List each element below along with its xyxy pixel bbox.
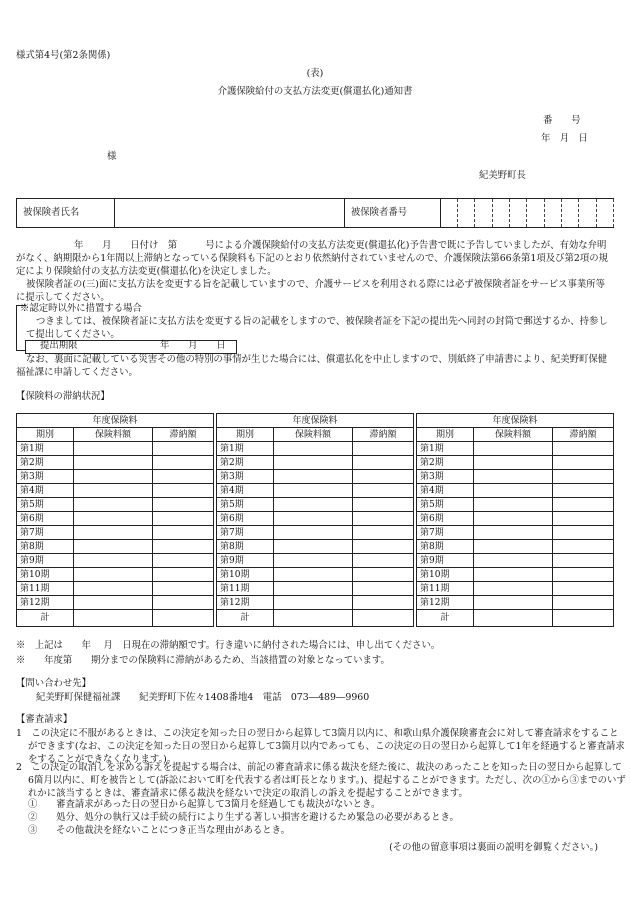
period-cell: 第3期: [417, 470, 474, 484]
period-cell: 第4期: [17, 484, 74, 498]
amount-cell[interactable]: [474, 512, 553, 526]
amount-cell[interactable]: [474, 540, 553, 554]
period-cell: 第5期: [17, 498, 74, 512]
arrears-cell[interactable]: [553, 596, 614, 610]
table-row: [17, 526, 214, 540]
deadline-label: 提出期限: [40, 340, 78, 351]
arrears-cell[interactable]: [153, 456, 214, 470]
table-row: [417, 442, 614, 456]
arrears-cell[interactable]: [153, 512, 214, 526]
arrears-col-header: 滞納額: [353, 428, 414, 442]
arrears-cell[interactable]: [553, 470, 614, 484]
appeal-sub-3: ③ その他裁決を経ないことにつき正当な理由があるとき。: [28, 825, 290, 836]
insured-name-field[interactable]: [115, 199, 345, 228]
period-cell: 第5期: [217, 498, 274, 512]
total-label: 計: [417, 610, 474, 627]
amount-cell[interactable]: [74, 498, 153, 512]
total-label: 計: [17, 610, 74, 627]
table-row: [217, 470, 414, 484]
table-row: [17, 456, 214, 470]
period-cell: 第10期: [217, 568, 274, 582]
period-cell: 第9期: [417, 554, 474, 568]
period-cell: 第10期: [17, 568, 74, 582]
amount-cell[interactable]: [74, 456, 153, 470]
issuer: 紀美野町長: [479, 170, 526, 181]
arrears-cell[interactable]: [353, 540, 414, 554]
insured-name-label: 被保険者氏名: [17, 199, 115, 228]
arrears-table-1: [16, 413, 214, 627]
arrears-cell[interactable]: [353, 470, 414, 484]
arrears-col-header: 滞納額: [553, 428, 614, 442]
period-cell: 第7期: [217, 526, 274, 540]
amount-cell[interactable]: [74, 540, 153, 554]
arrears-cell[interactable]: [553, 568, 614, 582]
amount-cell[interactable]: [474, 526, 553, 540]
arrears-cell[interactable]: [553, 526, 614, 540]
insured-number-digit[interactable]: [475, 199, 492, 228]
period-cell: 第3期: [217, 470, 274, 484]
amount-cell[interactable]: [474, 484, 553, 498]
amount-cell[interactable]: [274, 568, 353, 582]
body-paragraph-2: 被保険者証の(三)面に支払方法を変更する旨を記載していますので、介護サービスを利用される際には必ず被保険者証をサービス事業所等に提示してください。: [16, 279, 606, 303]
arrears-cell[interactable]: [353, 568, 414, 582]
arrears-cell[interactable]: [353, 582, 414, 596]
amount-cell[interactable]: [474, 498, 553, 512]
amount-cell[interactable]: [474, 442, 553, 456]
arrears-cell[interactable]: [553, 582, 614, 596]
body-paragraph-3: なお、裏面に記載している災害その他の特別の事情が生じた場合には、償還払化を中止しますので、別紙終了申請書により、紀美野町保健福祉課に申請してください。: [16, 354, 608, 378]
period-cell: 第7期: [17, 526, 74, 540]
amount-cell[interactable]: [274, 512, 353, 526]
table-row: [417, 512, 614, 526]
insured-number-digit[interactable]: [527, 199, 544, 228]
insured-number-digit[interactable]: [458, 199, 475, 228]
table-row: [217, 456, 414, 470]
amount-cell[interactable]: [474, 596, 553, 610]
arrears-cell[interactable]: [553, 484, 614, 498]
table-row: [17, 596, 214, 610]
arrears-cell[interactable]: [553, 442, 614, 456]
period-cell: 第1期: [417, 442, 474, 456]
fiscal-year-header[interactable]: 年度保険料: [217, 414, 414, 428]
arrears-cell[interactable]: [553, 512, 614, 526]
table-row: [17, 442, 214, 456]
total-arrears-cell[interactable]: [153, 610, 214, 627]
period-col-header: 期別: [17, 428, 74, 442]
arrears-cell[interactable]: [153, 526, 214, 540]
arrears-cell[interactable]: [553, 540, 614, 554]
amount-col-header: 保険料額: [474, 428, 553, 442]
contact-heading: 【問い合わせ先】: [16, 678, 92, 689]
table-row: [217, 442, 414, 456]
amount-cell[interactable]: [74, 484, 153, 498]
insured-number-digit[interactable]: [596, 199, 613, 228]
total-amount-cell[interactable]: [474, 610, 553, 627]
arrears-cell[interactable]: [153, 484, 214, 498]
table-row: [417, 498, 614, 512]
period-cell: 第3期: [17, 470, 74, 484]
amount-cell[interactable]: [74, 470, 153, 484]
amount-cell[interactable]: [274, 582, 353, 596]
form-number: 様式第4号(第2条関係): [16, 50, 111, 61]
insured-number-digit[interactable]: [579, 199, 596, 228]
arrears-cell[interactable]: [353, 526, 414, 540]
total-amount-cell[interactable]: [274, 610, 353, 627]
period-cell: 第6期: [417, 512, 474, 526]
amount-cell[interactable]: [274, 596, 353, 610]
amount-cell[interactable]: [274, 526, 353, 540]
table-row: [417, 582, 614, 596]
appeal-item-2: 2 この決定の取消しを求める訴えを提起する場合は、前記の審査請求に係る裁決を経た後に、裁決のあったことを知った日の翌日から起算して6箇月以内に、町を被告として(訴訟において町を代表する者は町長となります。)、提起することができます。ただし、次の①から③までのいずれかに該当するときは、審査請求に係る裁決を経ないで決定の取消しの訴えを提起することができます。: [16, 762, 626, 799]
table-row: [417, 470, 614, 484]
table-row: [417, 526, 614, 540]
table-row: [17, 540, 214, 554]
amount-cell[interactable]: [274, 554, 353, 568]
table-row: [217, 498, 414, 512]
appeal-sub-1: ① 審査請求があった日の翌日から起算して3箇月を経過しても裁決がないとき。: [28, 799, 381, 810]
appeal-heading: 【審査請求】: [16, 714, 73, 725]
amount-col-header: 保険料額: [274, 428, 353, 442]
amount-cell[interactable]: [74, 526, 153, 540]
arrears-cell[interactable]: [353, 484, 414, 498]
table-row: [417, 596, 614, 610]
appeal-item-1: 1 この決定に不服があるときは、この決定を知った日の翌日から起算して3箇月以内に、和歌山県介護保険審査会に対して審査請求をすることができます(なお、この決定を知った日の翌日から起算して3箇月以内であっても、この決定の日の翌日から起算して1年を経過すると審査請求をすることができなくなります。)。: [16, 728, 625, 765]
amount-cell[interactable]: [74, 596, 153, 610]
amount-cell[interactable]: [274, 498, 353, 512]
period-cell: 第10期: [417, 568, 474, 582]
period-cell: 第2期: [17, 456, 74, 470]
arrears-cell[interactable]: [153, 442, 214, 456]
appeal-sub-2: ② 処分、処分の執行又は手続の続行により生ずる著しい損害を避けるため緊急の必要があるとき。: [28, 812, 459, 823]
amount-cell[interactable]: [474, 554, 553, 568]
addressee-honorific: 様: [107, 151, 117, 162]
table-row: [17, 512, 214, 526]
amount-cell[interactable]: [74, 442, 153, 456]
insured-number-label: 被保険者番号: [344, 199, 440, 228]
table-row: [417, 484, 614, 498]
front-label: (表): [306, 68, 324, 79]
deadline-box: [25, 340, 237, 354]
insured-number-digit[interactable]: [492, 199, 509, 228]
table-row: [417, 568, 614, 582]
period-cell: 第11期: [17, 582, 74, 596]
note-2: ※ 年度第 期分までの保険料に滞納があるため、当該措置の対象となっています。: [16, 655, 390, 666]
arrears-cell[interactable]: [153, 554, 214, 568]
period-cell: 第6期: [217, 512, 274, 526]
amount-cell[interactable]: [74, 554, 153, 568]
period-col-header: 期別: [217, 428, 274, 442]
table-row: [217, 484, 414, 498]
table-row: [17, 498, 214, 512]
contact-line: 紀美野町保健福祉課 紀美野町下佐々1408番地4 電話 073―489―9960: [36, 692, 370, 703]
total-label: 計: [217, 610, 274, 627]
arrears-cell[interactable]: [353, 596, 414, 610]
period-cell: 第5期: [417, 498, 474, 512]
amount-cell[interactable]: [274, 540, 353, 554]
period-cell: 第8期: [217, 540, 274, 554]
table-row: [17, 554, 214, 568]
arrears-cell[interactable]: [553, 554, 614, 568]
arrears-heading: 【保険料の滞納状況】: [16, 391, 110, 402]
period-cell: 第6期: [17, 512, 74, 526]
table-row: [217, 526, 414, 540]
deadline-date[interactable]: 年 月 日: [160, 340, 226, 351]
document-title: 介護保険給付の支払方法変更(償還払化)通知書: [217, 86, 413, 97]
arrears-cell[interactable]: [153, 568, 214, 582]
fiscal-year-header[interactable]: 年度保険料: [17, 414, 214, 428]
arrears-cell[interactable]: [553, 456, 614, 470]
table-row: [417, 554, 614, 568]
period-cell: 第4期: [217, 484, 274, 498]
footer-note: (その他の留意事項は裏面の説明を御覧ください。): [389, 842, 598, 853]
amount-cell[interactable]: [474, 456, 553, 470]
table-row: [17, 484, 214, 498]
arrears-cell[interactable]: [153, 470, 214, 484]
insured-number-digit[interactable]: [561, 199, 578, 228]
amount-col-header: 保険料額: [74, 428, 153, 442]
amount-cell[interactable]: [274, 456, 353, 470]
arrears-col-header: 滞納額: [153, 428, 214, 442]
arrears-cell[interactable]: [153, 498, 214, 512]
period-cell: 第2期: [217, 456, 274, 470]
arrears-cell[interactable]: [153, 596, 214, 610]
amount-cell[interactable]: [74, 568, 153, 582]
arrears-cell[interactable]: [553, 498, 614, 512]
arrears-cell[interactable]: [353, 456, 414, 470]
table-row: [17, 582, 214, 596]
arrears-cell[interactable]: [353, 512, 414, 526]
arrears-table-2: [216, 413, 414, 627]
period-col-header: 期別: [417, 428, 474, 442]
period-cell: 第1期: [217, 442, 274, 456]
period-cell: 第8期: [417, 540, 474, 554]
bracket-text: つきましては、被保険者証に支払方法を変更する旨の記載をしますので、被保険者証を下記の提出先へ同封の封筒で郵送するか、持参して提出してください。: [26, 316, 608, 340]
table-row: [417, 540, 614, 554]
table-row: [417, 456, 614, 470]
date-label: 年 月 日: [541, 133, 588, 144]
bracket-title: ※認定時以外に措置する場合: [20, 303, 142, 314]
amount-cell[interactable]: [274, 484, 353, 498]
total-arrears-cell[interactable]: [353, 610, 414, 627]
fiscal-year-header[interactable]: 年度保険料: [417, 414, 614, 428]
period-cell: 第8期: [17, 540, 74, 554]
total-arrears-cell[interactable]: [553, 610, 614, 627]
table-row: [217, 582, 414, 596]
insured-info-table: [16, 198, 614, 228]
table-row: [17, 470, 214, 484]
period-cell: 第12期: [217, 596, 274, 610]
table-row: [217, 540, 414, 554]
amount-cell[interactable]: [74, 582, 153, 596]
note-1: ※ 上記は 年 月 日現在の滞納額です。行き違いに納付された場合には、申し出てください。: [16, 640, 441, 651]
arrears-cell[interactable]: [153, 540, 214, 554]
period-cell: 第12期: [17, 596, 74, 610]
amount-cell[interactable]: [274, 442, 353, 456]
arrears-cell[interactable]: [353, 442, 414, 456]
total-amount-cell[interactable]: [74, 610, 153, 627]
period-cell: 第11期: [217, 582, 274, 596]
amount-cell[interactable]: [274, 470, 353, 484]
period-cell: 第11期: [417, 582, 474, 596]
period-cell: 第2期: [417, 456, 474, 470]
period-cell: 第1期: [17, 442, 74, 456]
insured-number-digit[interactable]: [510, 199, 527, 228]
table-row: [17, 568, 214, 582]
period-cell: 第12期: [417, 596, 474, 610]
table-row: [217, 568, 414, 582]
table-row: [217, 554, 414, 568]
arrears-cell[interactable]: [353, 554, 414, 568]
insured-number-digit[interactable]: [544, 199, 561, 228]
amount-cell[interactable]: [74, 512, 153, 526]
arrears-cell[interactable]: [353, 498, 414, 512]
period-cell: 第9期: [217, 554, 274, 568]
amount-cell[interactable]: [474, 568, 553, 582]
amount-cell[interactable]: [474, 470, 553, 484]
arrears-table-3: [416, 413, 614, 627]
table-row: [217, 512, 414, 526]
insured-number-digit[interactable]: [440, 199, 457, 228]
period-cell: 第4期: [417, 484, 474, 498]
table-row: [217, 596, 414, 610]
arrears-cell[interactable]: [153, 582, 214, 596]
period-cell: 第7期: [417, 526, 474, 540]
body-paragraph-1: 年 月 日付け 第 号による介護保険給付の支払方法変更(償還払化)予告書で既に予告していましたが、有効な弁明がなく、納期限から1年間以上滞納となっている保険料も下記のとおり依然納付されていませんので、介護保険法第66条第1項及び第2項の規定により保険給付の支払方法変更(償還払化)を決定しました。: [16, 240, 608, 277]
period-cell: 第9期: [17, 554, 74, 568]
amount-cell[interactable]: [474, 582, 553, 596]
number-label: 番 号: [543, 115, 581, 126]
